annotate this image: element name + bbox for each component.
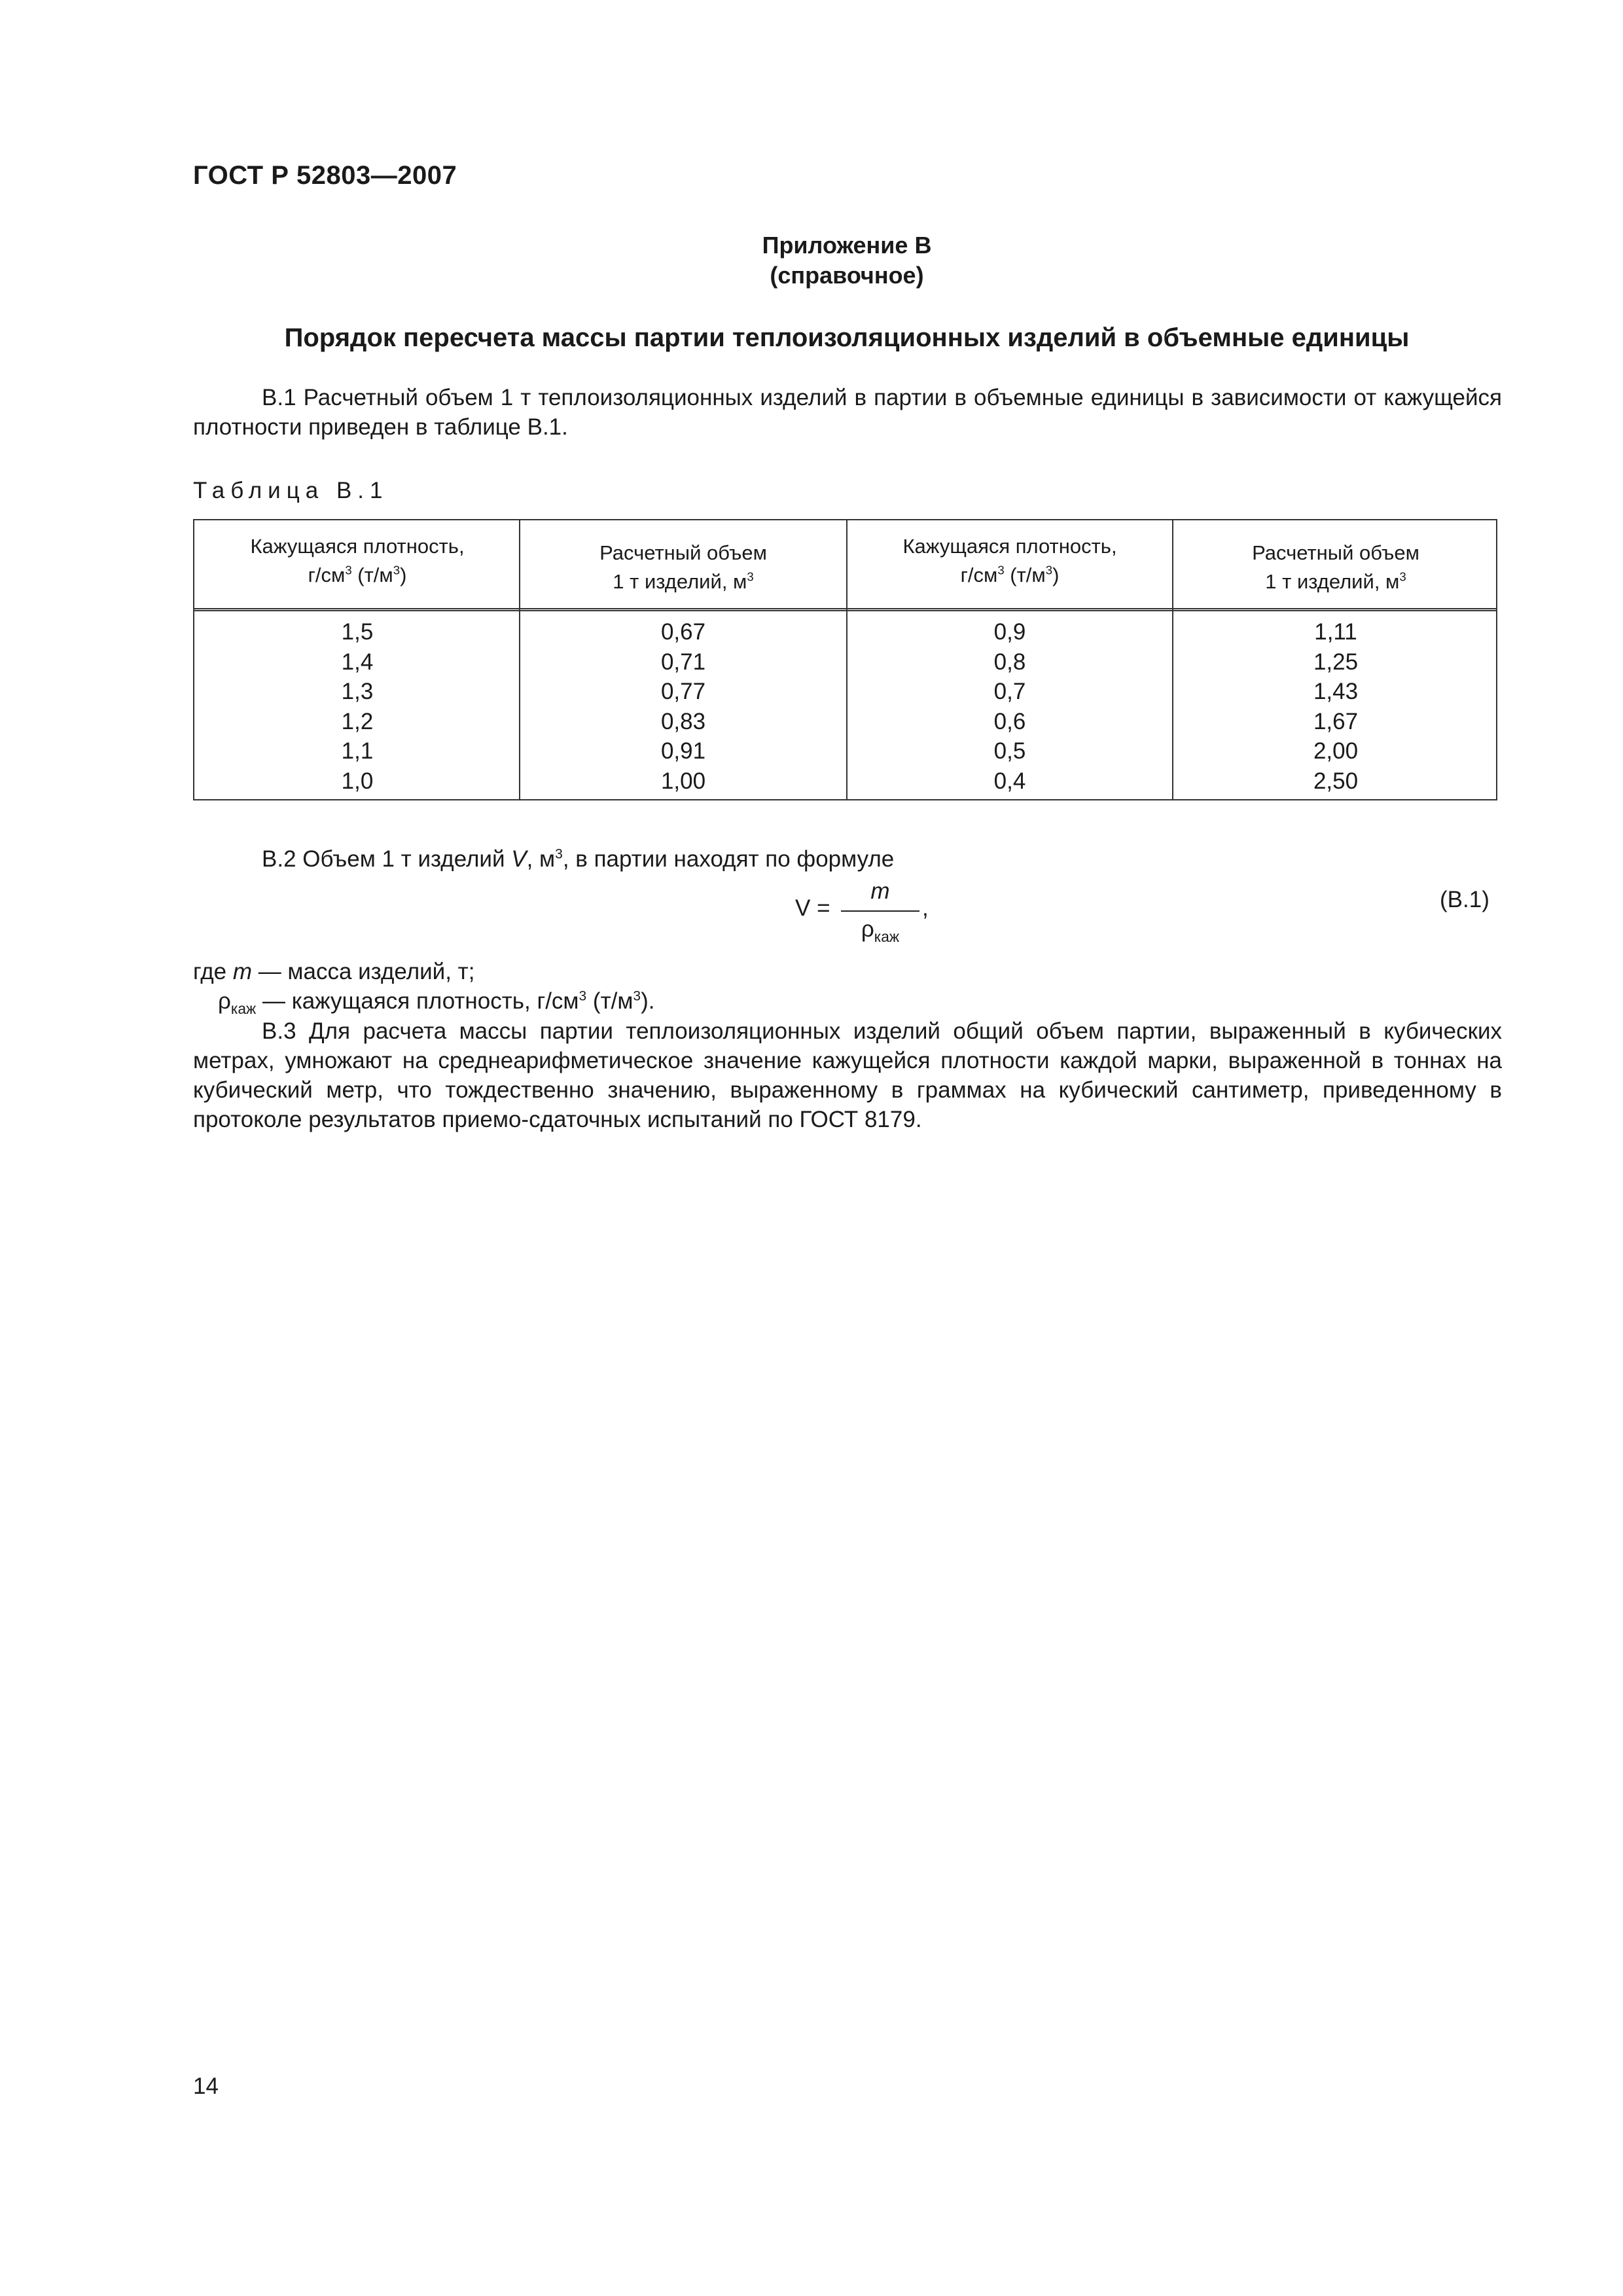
table-cell: 0,6 xyxy=(993,708,1026,734)
formula-number: (В.1) xyxy=(1440,887,1489,912)
table-cell: 2,50 xyxy=(1313,768,1359,794)
table-cell: 1,43 xyxy=(1313,679,1359,704)
table-cell: 1,3 xyxy=(341,679,374,704)
page-number: 14 xyxy=(193,2073,219,2099)
table-cell: 1,5 xyxy=(341,619,374,645)
header-separator xyxy=(194,608,1496,611)
table-cell: 1,67 xyxy=(1313,708,1359,734)
table-cell: 1,0 xyxy=(341,768,374,794)
column-density-2 xyxy=(847,617,1173,796)
appendix-label: Приложение В xyxy=(762,232,932,259)
table-caption: Таблица В.1 xyxy=(193,478,389,503)
table-cell: 1,25 xyxy=(1313,649,1359,675)
column-volume-1 xyxy=(520,617,846,796)
table-cell: 0,67 xyxy=(660,619,706,645)
table-cell: 0,5 xyxy=(993,738,1026,764)
table-cell: 0,8 xyxy=(993,649,1026,675)
table-cell: 0,9 xyxy=(993,619,1026,645)
header-volume-1: Расчетный объем 1 т изделий, $м^3$ xyxy=(599,541,767,593)
header-density-2: Кажущаяся плотность, $г/см^3$ $(т/м^3)$ xyxy=(902,535,1117,586)
header-volume-2: Расчетный объем 1 т изделий, $м^3$ xyxy=(1252,541,1419,593)
fraction-bar xyxy=(841,910,919,912)
document-header: ГОСТ Р 52803—2007 xyxy=(193,161,457,190)
table-cell: 1,00 xyxy=(660,768,706,794)
data-table xyxy=(193,519,1497,800)
table-cell: 1,2 xyxy=(341,708,374,734)
appendix-type: (справочное) xyxy=(770,262,924,289)
section-title: Порядок пересчета массы партии теплоизоляционных изделий в объемные единицы xyxy=(284,323,1410,352)
table-cell: 0,71 xyxy=(660,649,706,675)
formula-numerator: m xyxy=(870,878,890,904)
paragraph-b3: В.3 Для расчета массы партии теплоизоляционных изделий общий объем партии, выраженный в кубических метрах, умножают на среднеарифметическое значение кажущейся плотности каждой марки, выраженной в тоннах на кубический метр, что тождественно значению, выраженному в граммах на кубический сантиметр, приведенному в протоколе результатов приемо-сдаточных испытаний по ГОСТ 8179. xyxy=(193,1018,1502,1132)
table-cell: 0,77 xyxy=(660,679,706,704)
column-volume-2 xyxy=(1173,617,1499,796)
table-cell: 0,91 xyxy=(660,738,706,764)
formula-lhs: V = xyxy=(795,895,830,921)
table-cell: 1,4 xyxy=(341,649,374,675)
paragraph-b1: В.1 Расчетный объем 1 т теплоизоляционных изделий в партии в объемные единицы в зависимости от кажущейся плотности приведен в таблице В.1. xyxy=(193,385,1502,440)
paragraph-b2: В.2 Объем 1 т изделий V, $м^3$, в партии находят по формуле xyxy=(262,846,895,872)
where-line-2: $\rho_{каж}$ — кажущаяся плотность, $г/см^3$ $(т/м^3)$. xyxy=(218,988,655,1017)
table-cell: 0,7 xyxy=(993,679,1026,704)
table-cell: 0,4 xyxy=(993,768,1026,794)
table-cell: 1,11 xyxy=(1314,619,1357,645)
table-cell: 0,83 xyxy=(660,708,706,734)
where-line-1: где m — масса изделий, т; xyxy=(193,959,475,984)
table-cell: 1,1 xyxy=(341,738,374,764)
formula-denominator: $\rho_{каж}$ xyxy=(861,916,900,945)
table-cell: 2,00 xyxy=(1313,738,1359,764)
header-density-1: Кажущаяся плотность, $г/см^3$ $(т/м^3)$ xyxy=(250,535,465,586)
column-density-1 xyxy=(194,617,520,796)
formula-b1: V = m $\rho_{каж}$ , xyxy=(795,878,929,945)
appendix-title xyxy=(0,230,1623,291)
